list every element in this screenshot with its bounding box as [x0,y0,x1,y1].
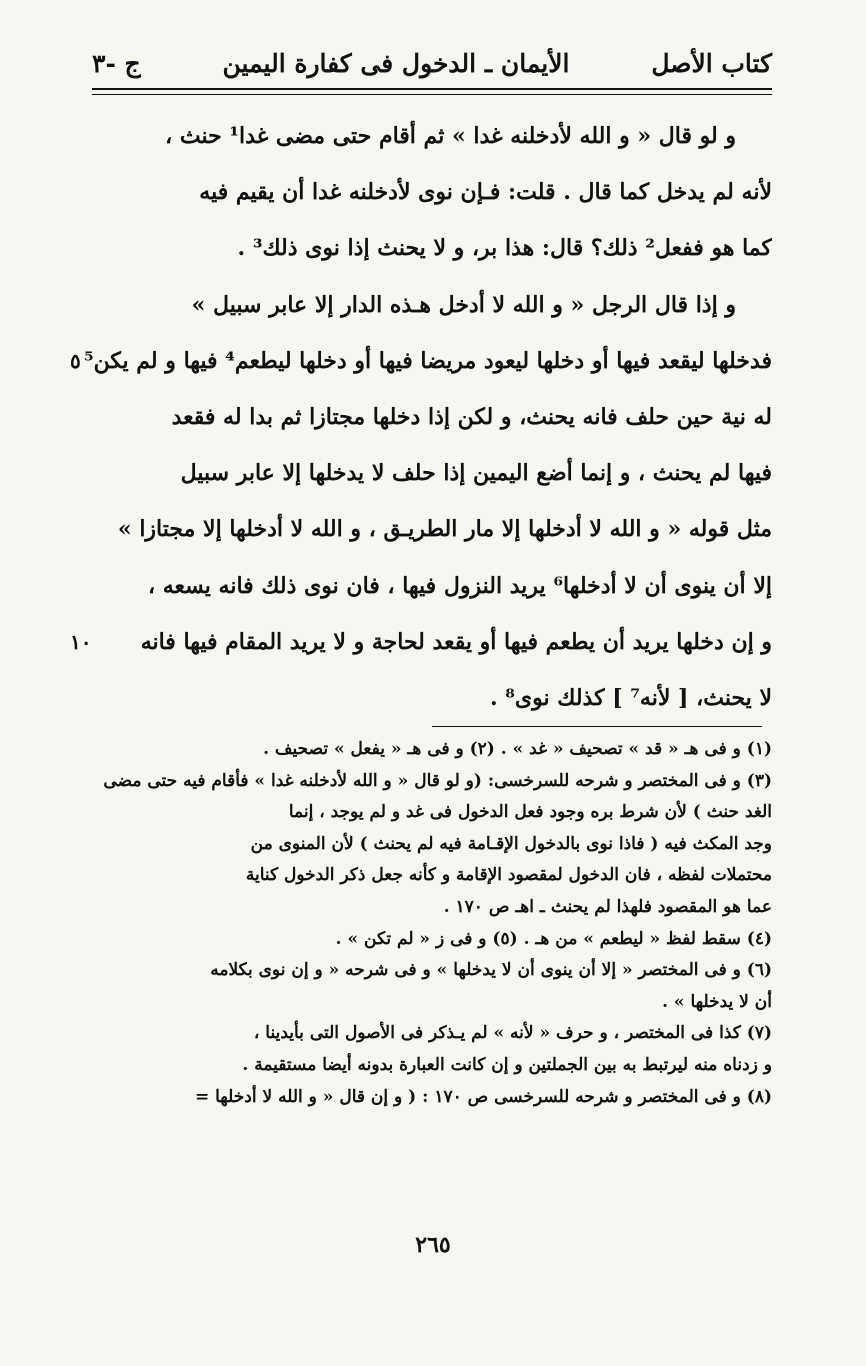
text-line-content: فدخلها ليقعد فيها أو دخلها ليعود مريضا فيها أو دخلها ليطعم⁴ فيها و لم يكن⁵ [83,347,772,374]
book-title: كتاب الأصل [651,48,772,78]
text-line [70,445,772,501]
text-line-content: له نية حين حلف فانه يحنث، و لكن إذا دخلها مجتازا ثم بدا له فقعد [171,403,772,430]
text-line [70,670,772,726]
text-line [70,333,772,389]
footnote-line: (٤) سقط لفظ « ليطعم » من هـ . (٥) و فى ز « لم تكن » . [335,928,772,949]
text-line-content: إلا أن ينوى أن لا أدخلها⁶ يريد النزول فيها ، فان نوى ذلك فانه يسعه ، [147,572,772,599]
text-line [70,108,772,164]
text-line-content: كما هو ففعل² ذلك؟ قال: هذا بر، و لا يحنث إذا نوى ذلك³ . [237,235,772,262]
footnote-line: الغد حنث ) لأن شرط بره وجود فعل الدخول فى غد و لم يوجد ، إنما [288,802,772,823]
header-rule-thin [92,94,772,95]
text-line-content: و إذا قال الرجل « و الله لا أدخل هـذه الدار إلا عابر سبيل » [191,291,736,318]
text-line [70,558,772,614]
running-header [92,40,772,86]
line-number: ٥ [70,348,81,373]
footnote-line: وجد المكث فيه ( فاذا نوى بالدخول الإقـامة فيه لم يحنث ) لأن المنوى من [250,833,772,854]
footnote-line: (٣) و فى المختصر و شرحه للسرخسى: (و لو قال « و الله لأدخلنه غدا » فأقام فيه حتى مضى [103,770,772,791]
footnote-line: (٧) كذا فى المختصر ، و حرف « لأنه » لم يـذكر فى الأصول التى بأيدينا ، [253,1023,772,1044]
text-line [70,389,772,445]
chapter-title: الأيمان ـ الدخول فى كفارة اليمين [222,48,570,78]
volume-number: ج -٣ [92,48,141,78]
text-line [70,614,772,670]
text-line-content: فيها لم يحنث ، و إنما أضع اليمين إذا حلف لا يدخلها إلا عابر سبيل [180,460,772,487]
header-rule [92,88,772,90]
text-line-content: مثل قوله « و الله لا أدخلها إلا مار الطريـق ، و الله لا أدخلها إلا مجتازا » [117,516,772,543]
text-line [70,164,772,220]
footnote-line: (١) و فى هـ « قد » تصحيف « غد » . (٢) و فى هـ « يفعل » تصحيف . [263,739,772,759]
footnote-line: و زدناه منه ليرتبط به بين الجملتين و إن كانت العبارة بدونه أيضا مستقيمة . [242,1054,772,1075]
page-number: ٢٦٥ [415,1232,451,1258]
text-line-content: لا يحنث، [ لأنه⁷ ] كذلك نوى⁸ . [489,684,772,711]
footnotes [100,734,772,1113]
text-line-content: و لو قال « و الله لأدخلنه غدا » ثم أقام حتى مضى غدا¹ حنث ، [165,123,736,149]
text-line [70,501,772,557]
line-number: ١٠ [70,629,92,654]
text-line [70,277,772,333]
text-line-content: و إن دخلها يريد أن يطعم فيها أو يقعد لحاجة و لا يريد المقام فيها فانه [140,628,772,655]
footnote-line: أن لا يدخلها » . [662,991,772,1012]
main-text [70,108,772,726]
footnote-line: (٦) و فى المختصر « إلا أن ينوى أن لا يدخلها » و فى شرحه « و إن نوى بكلامه [210,960,772,981]
footnote-line: محتملات لفظه ، فان الدخول لمقصود الإقامة و كأنه جعل ذكر الدخول كناية [245,865,772,886]
footnote-line: عما هو المقصود فلهذا لم يحنث ـ اهـ ص ١٧٠ . [443,896,772,917]
footnote-line: (٨) و فى المختصر و شرحه للسرخسى ص ١٧٠ : ( و إن قال « و الله لا أدخلها = [194,1086,772,1107]
footnote-divider [432,726,762,727]
text-line [70,220,772,276]
text-line-content: لأنه لم يدخل كما قال . قلت: فـإن نوى لأدخلنه غدا أن يقيم فيه [199,179,772,206]
